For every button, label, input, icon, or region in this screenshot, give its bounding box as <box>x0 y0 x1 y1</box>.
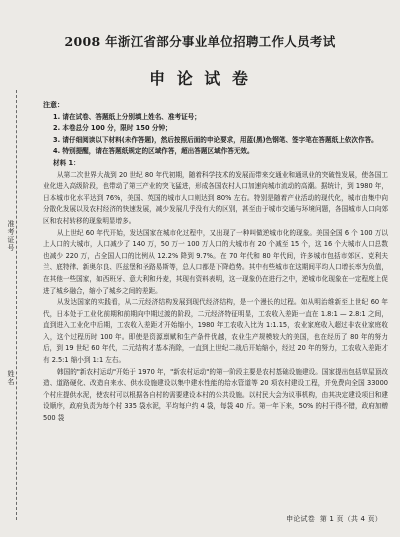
binding-line <box>16 90 17 520</box>
material-paragraph: 韩国的"新农村运动"开始于 1970 年，"新农村运动"的第一阶段主要是农村基础设施建设。国家提出包括草屋顶改造、道路硬化、改造自来水、供水设施建设以集中建水性能的给水管道等 20 项农村建设工程，并免费向全国 33000 个村庄提供水泥，使农村可以根据各自村的需要建设本村的公共设施。以村民大会为议事机构，由其决定建设项目和建设顺序，政府负责为每个村 335 袋水泥，平均每户约 4 袋，每袋 40 斤。第一年下来，50% 的村干得不错，政府加赠 500 袋 <box>43 367 388 423</box>
material-paragraph: 从发达国家的实践看，从二元经济结构发展到现代经济结构，是一个漫长的过程。如从明治维新至上世纪 60 年代，日本处于工业化前期和前期向中期过渡的阶段，二元经济特征明显，工农收入差距一直在 1.8:1 — 2.8:1 之间，直到进入工业化中后期，工农收入差距才开始缩小，1980 年工农收入比为 1:1.15，农业家庭收入超过非农业家庭收入，这个过程历时 100 年。即使是资源禀赋和生产条件优越，农业生产规模较大的美国，也在经历了 80 年的努力后，到 19 世纪 60 年代，二元结构才基本消除，一直到上世纪二战后开始缩小，经过 20 年的努力，工农收入差距才有 2.5:1 缩小到 1:1 左右。 <box>43 298 388 365</box>
material-title: 材料 1： <box>53 158 80 167</box>
exam-content <box>43 100 388 425</box>
material-paragraph: 从第二次世界大战到 20 世纪 80 年代初期，随着科学技术的发展而带来交通业和通讯业的突破性发展，使各国工业化进入高级阶段，也带动了第三产业的突飞猛进，形成各国农村人口加速向城市流动的高潮。据统计，到 1980 年，日本城市化水平达到 76%，美国、英国的城市人口则达到 80% 左右。特别是随着产业活动的现代化，城市由集中向分散化发展以及农村经济的快速发展，减少发展几乎没有大的区别，甚至由于城市交通与环境问题，各国城市人口向郊区和农村转移的现象明显增多。 <box>43 170 388 225</box>
notice-item: 4. 特别提醒，请在答题纸规定的区域作答，超出答题区域作答无效。 <box>53 147 254 156</box>
exam-title: 2008 年浙江省部分事业单位招聘工作人员考试 <box>64 34 336 49</box>
exam-subtitle: 申 论 试 卷 <box>149 69 251 88</box>
side-label-name: 姓名 <box>7 370 15 386</box>
notice-item: 3. 请仔细阅读以下材料(未作答题)，然后按照后面的申论要求，用蓝(黑)色钢笔、签字笔在答题纸上依次作答。 <box>53 135 378 144</box>
notice-title: 注意： <box>43 101 64 109</box>
material-paragraph: 从上世纪 60 年代开始，发达国家在城市化过程中，又出现了一种叫做逆城市化的现象。美国全国 6 个 100 万以上人口的大城市，人口减少了 140 万，50 万一 100 万人口的大城市有 20 个减至 15 个，这 16 个大城市人口总数也减少 220 万，占全国人口的比例从 12.2% 降到 9.7%。在 70 年代和 80 年代间，许多城市包括市郊区、克利夫兰、底特律、新奥尔良、匹兹堡和圣路易斯等，总人口都是下降趋势。其中有些城市在这期间平均人口增长率为负值，在其他一些国家，如西班牙、意大利和丹麦，其现有资料表明，这一现象仍在进行之中，逆城市化现象在一定程度上促进了城乡融合，缩小了城乡之间的差距。 <box>43 228 388 295</box>
page-footer: 申论试卷 第 1 页（共 4 页） <box>286 515 382 523</box>
notice-item: 2. 本卷总分 100 分，限时 150 分钟； <box>53 124 172 133</box>
side-label-exam-number: 准考证号 <box>7 220 15 252</box>
notice-item: 1. 请在试卷、答题纸上分别填上姓名、准考证号； <box>53 112 201 121</box>
